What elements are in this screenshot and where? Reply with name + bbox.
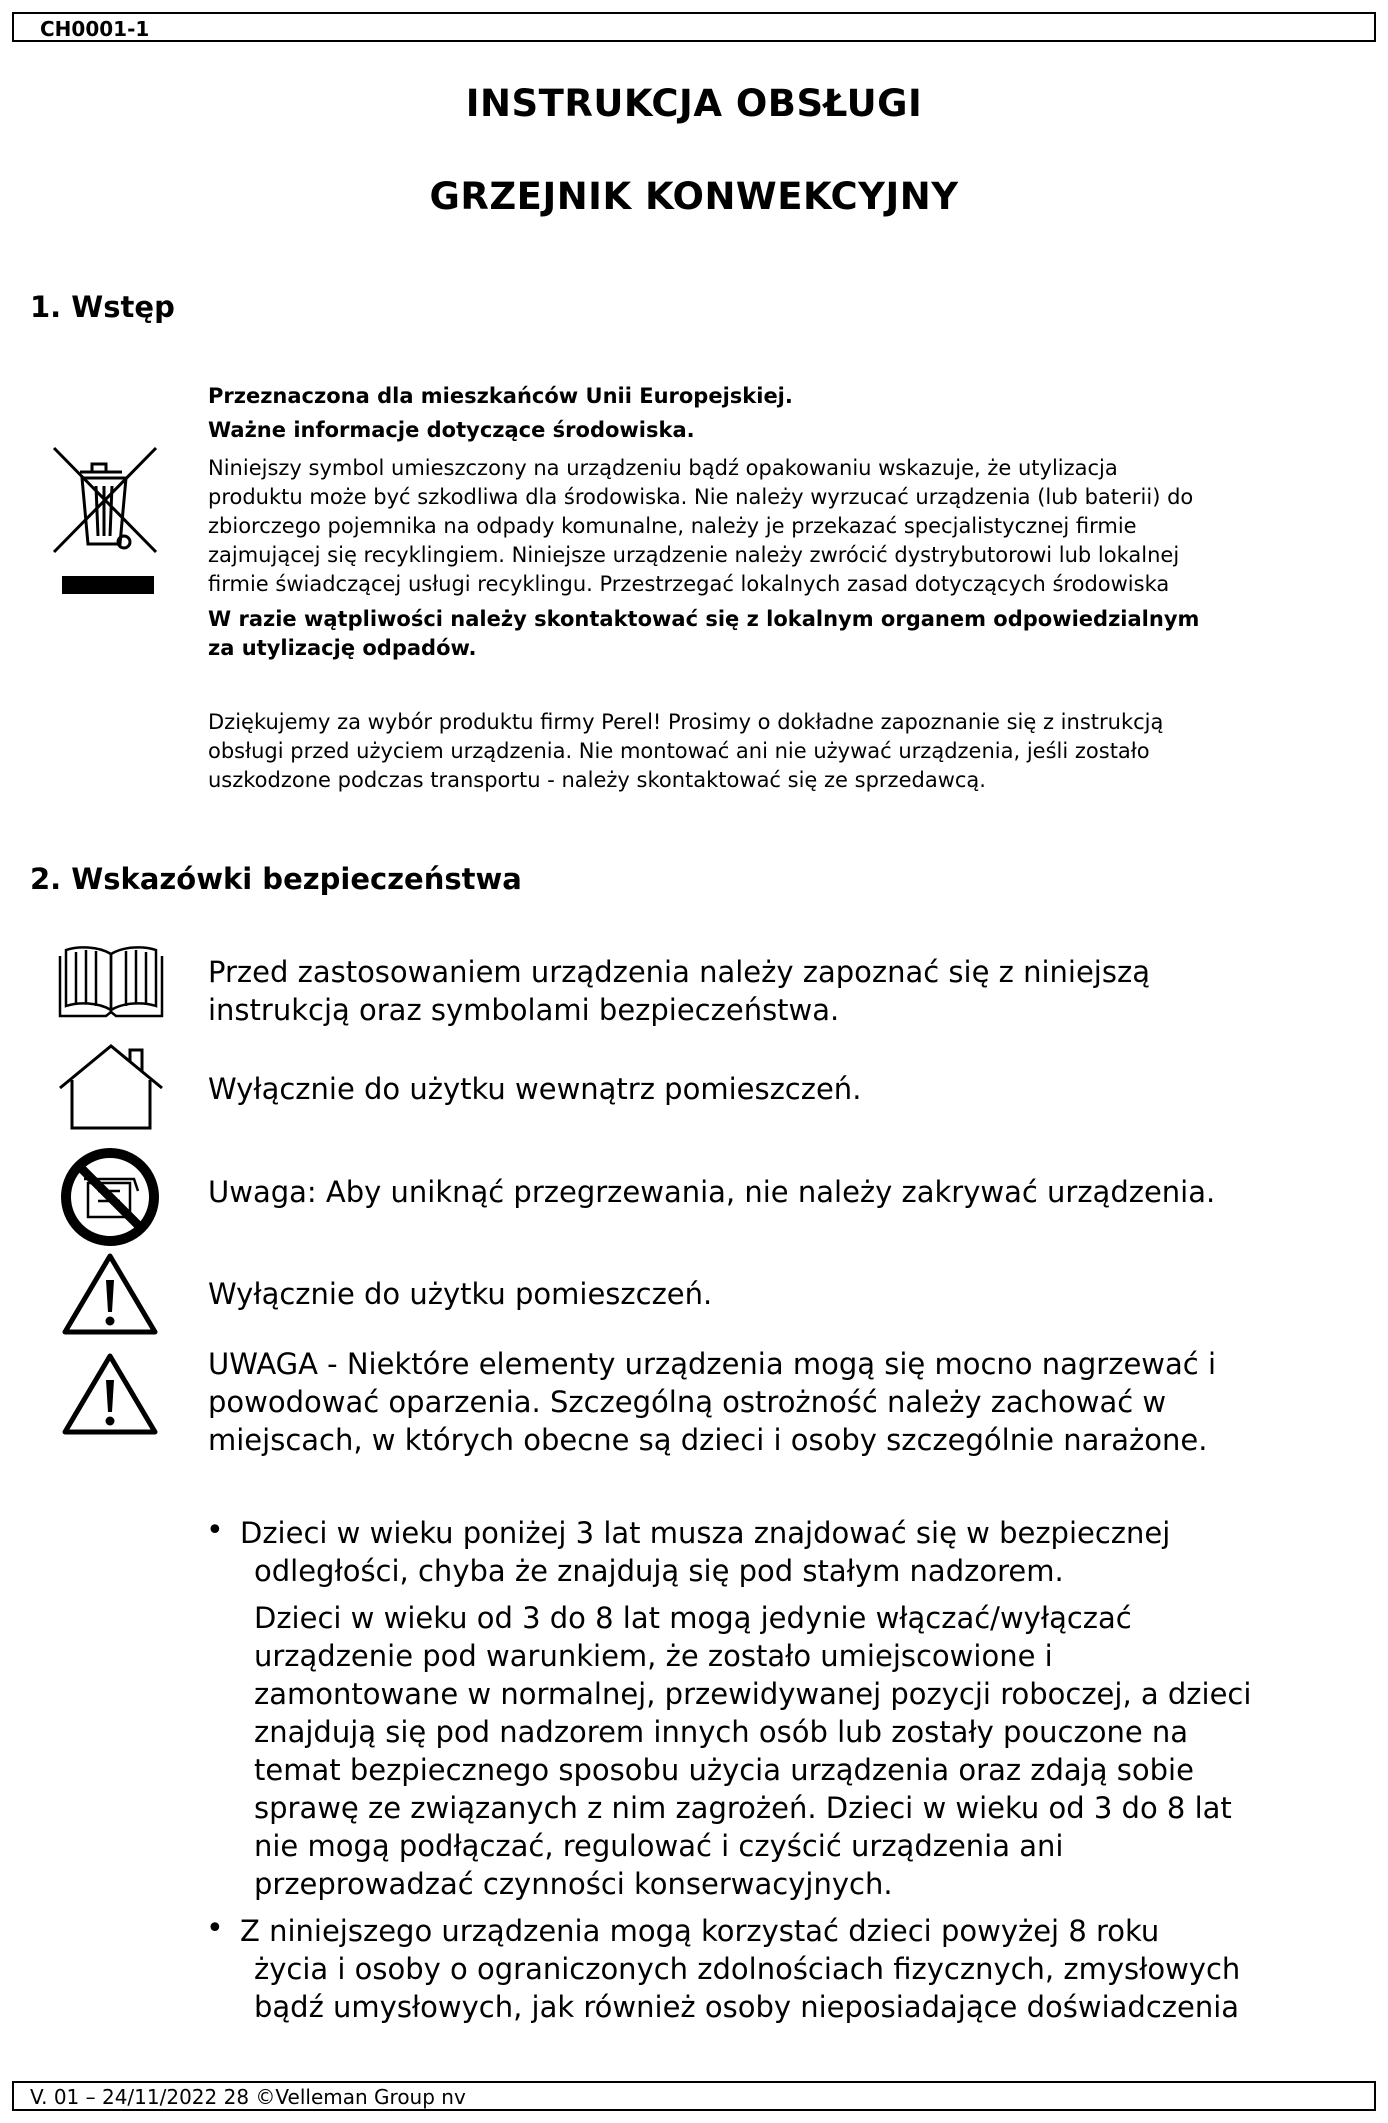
section-1-heading: 1. Wstęp	[30, 290, 175, 324]
env-line: firmie świadczącej usługi recyklingu. Przestrzegać lokalnych zasad dotyczących środowiska	[208, 572, 1170, 596]
page-footer	[12, 2081, 1376, 2111]
env-line: Niniejszy symbol umieszczony na urządzeniu bądź opakowaniu wskazuje, że utylizacja	[208, 456, 1118, 480]
bullet-text: Dzieci w wieku od 3 do 8 lat mogą jedynie włączać/wyłączać	[254, 1601, 1132, 1635]
bullet-text: Z niniejszego urządzenia mogą korzystać dzieci powyżej 8 roku	[240, 1914, 1160, 1948]
bullet-text: bądź umysłowych, jak również osoby nieposiadające doświadczenia	[254, 1990, 1240, 2024]
env-line: zbiorczego pojemnika na odpady komunalne, należy je przekazać specjalistycznej firmie	[208, 514, 1137, 538]
env-line: zajmującej się recyklingiem. Niniejsze urządzenie należy zwrócić dystrybutorowi lub lokalnej	[208, 543, 1180, 567]
bullet-text: życia i osoby o ograniczonych zdolnościach fizycznych, zmysłowych	[254, 1952, 1241, 1986]
bullet-text: urządzenie pod warunkiem, że zostało umiejscowione i	[254, 1639, 1053, 1673]
bullet-text: znajdują się pod nadzorem innych osób lub zostały pouczone na	[254, 1715, 1189, 1749]
bullet-text: przeprowadzać czynności konserwacyjnych.	[254, 1867, 893, 1901]
bullet-text: nie mogą podłączać, regulować i czyścić urządzenia ani	[254, 1829, 1064, 1863]
bullet-text: temat bezpiecznego sposobu użycia urządzenia oraz zdają sobie	[254, 1753, 1194, 1787]
bullet-text: sprawę ze związanych z nim zagrożeń. Dzieci w wieku od 3 do 8 lat	[254, 1791, 1232, 1825]
thanks-line: uszkodzone podczas transportu - należy skontaktować się ze sprzedawcą.	[208, 768, 986, 792]
footer-text: V. 01 – 24/11/2022 28 ©Velleman Group nv	[30, 2085, 466, 2109]
bullet-text: Dzieci w wieku poniżej 3 lat musza znajdować się w bezpiecznej	[240, 1516, 1171, 1550]
bullet-marker: •	[206, 1513, 224, 1548]
eu-notice: Przeznaczona dla mieszkańców Unii Europejskiej.	[208, 384, 793, 408]
doubt-line: za utylizację odpadów.	[208, 636, 477, 660]
page-subtitle: GRZEJNIK KONWEKCYJNY	[429, 175, 959, 218]
safety-text: instrukcją oraz symbolami bezpieczeństwa.	[208, 993, 840, 1027]
bullet-marker: •	[206, 1911, 224, 1946]
document-code: CH0001-1	[40, 17, 150, 41]
safety-text: miejscach, w których obecne są dzieci i osoby szczególnie narażone.	[208, 1423, 1208, 1457]
house-icon	[58, 1042, 164, 1130]
safety-text: UWAGA - Niektóre elementy urządzenia mogą się mocno nagrzewać i	[208, 1347, 1217, 1381]
safety-text: Uwaga: Aby uniknąć przegrzewania, nie należy zakrywać urządzenia.	[208, 1175, 1216, 1209]
book-icon	[58, 944, 164, 1020]
safety-text: powodować oparzenia. Szczególną ostrożność należy zachować w	[208, 1385, 1167, 1419]
env-line: produktu może być szkodliwa dla środowiska. Nie należy wyrzucać urządzenia (lub baterii) do	[208, 485, 1194, 509]
page-title: INSTRUKCJA OBSŁUGI	[465, 82, 923, 125]
doubt-line: W razie wątpliwości należy skontaktować się z lokalnym organem odpowiedzialnym	[208, 607, 1200, 631]
weee-bin-icon	[52, 446, 162, 596]
warning-icon	[62, 1352, 158, 1436]
bullet-text: zamontowane w normalnej, przewidywanej pozycji roboczej, a dzieci	[254, 1677, 1252, 1711]
thanks-line: Dziękujemy za wybór produktu firmy Perel! Prosimy o dokładne zapoznanie się z instrukcją	[208, 710, 1164, 734]
section-2-heading: 2. Wskazówki bezpieczeństwa	[30, 862, 522, 896]
thanks-line: obsługi przed użyciem urządzenia. Nie montować ani nie używać urządzenia, jeśli zostało	[208, 739, 1150, 763]
env-heading: Ważne informacje dotyczące środowiska.	[208, 418, 695, 442]
page-header	[12, 12, 1376, 42]
no-cover-icon	[58, 1145, 162, 1249]
safety-text: Wyłącznie do użytku wewnątrz pomieszczeń.	[208, 1072, 862, 1106]
safety-text: Przed zastosowaniem urządzenia należy zapoznać się z niniejszą	[208, 955, 1150, 989]
warning-icon	[62, 1252, 158, 1336]
bullet-text: odległości, chyba że znajdują się pod stałym nadzorem.	[254, 1554, 1064, 1588]
safety-text: Wyłącznie do użytku pomieszczeń.	[208, 1277, 713, 1311]
